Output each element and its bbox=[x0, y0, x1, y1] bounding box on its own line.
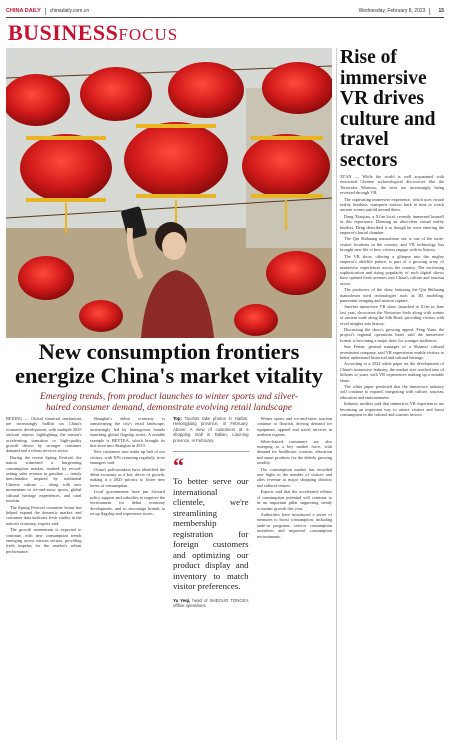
paragraph: Experts said that the accelerated release of consumption potential will continue to be an important pillar supporting steady economic growth this year. bbox=[256, 489, 332, 511]
paragraph: China's policymakers have identified the debut economy as a key driver of growth, making it a 2025 priority to foster new forms of consumption. bbox=[89, 466, 165, 488]
paragraph: The producers of the show featuring the Qin Shihuang mausoleum used technologies such as 3D modeling, panoramic imaging and motion capture. bbox=[340, 287, 444, 303]
paragraph: The consumption market has recorded new highs in the number of visitors and sales revenue at major shopping districts and cultural venues. bbox=[256, 466, 332, 488]
body-column-3 bbox=[173, 416, 249, 738]
paragraph: Local governments have put forward policy support and subsidies to improve the environment for debut economy development, and to encourage brands to set up flagship and experience stores. bbox=[89, 489, 165, 516]
paragraph: Silver-haired consumers are also emerging as a key market force, with demand for healthcare, tourism, education and smart products for the elderly growing steadily. bbox=[256, 438, 332, 466]
side-story-title: Rise of immersive VR drives culture and travel sectors bbox=[340, 48, 436, 171]
paragraph: The Qin Shihuang mausoleum site is one of the most-visited locations in the country, and VR technology has brought new life to how visitors engage with its history. bbox=[340, 236, 444, 253]
lanterns-illustration bbox=[6, 48, 332, 338]
masthead-divider bbox=[429, 8, 430, 15]
story-headline-block bbox=[6, 340, 332, 414]
page-number: 15 bbox=[438, 8, 444, 14]
top-rule bbox=[6, 17, 444, 18]
story-body bbox=[6, 416, 332, 738]
lead-photo bbox=[6, 48, 332, 338]
paragraph: Sun Fenan, general manager of a Shaanxi cultural investment company, said VR experiences enable visitors to better understand historical and cultural heritage. bbox=[340, 344, 444, 360]
body-column-1 bbox=[6, 416, 82, 738]
body-column-4 bbox=[257, 416, 333, 738]
paragraph: XI'AN — While the world is well acquainted with renowned Chinese archaeological discoveries like the Terracotta Warriors, the sites are increasingly being revisited through VR. bbox=[340, 174, 444, 196]
paragraph: Another immersive VR show, launched in Xi'an in June last year, showcases the Nestorian Stele along with scenes of ancient trade along the Silk Road, providing visitors with vivid insights into history. bbox=[340, 304, 444, 326]
caption-label: Top: bbox=[173, 416, 182, 421]
quote-mark-icon: “ bbox=[173, 453, 184, 479]
paragraph: Industry insiders said that immersive VR experiences are becoming an important way to attract visitors and boost consumption in the cultural and tourism sectors. bbox=[340, 401, 444, 418]
paragraph: Authorities have introduced a series of measures to boost consumption, including trade-in programs, service consumption incentives and improved consumption environments. bbox=[256, 511, 332, 539]
paragraph: Discussing the show's growing appeal, Feng Yuan, the project's regional operations head, said the immersive format is becoming a major draw for younger audiences. bbox=[340, 326, 444, 343]
photo-caption bbox=[173, 416, 249, 443]
pull-quote bbox=[173, 451, 249, 608]
column-divider bbox=[336, 48, 337, 740]
quote-author: Yu Yeqi, bbox=[173, 597, 191, 603]
paragraph: The growth momentum is expected to continue, with new consumption trends emerging across various sectors, providing fresh impetus for the market's robust performance. bbox=[6, 527, 82, 554]
side-story bbox=[340, 48, 444, 740]
paragraph: The white paper predicted that the immersive industry will continue to expand, integrating with culture, tourism, education and entertainment. bbox=[340, 384, 444, 400]
paragraph: New customers now make up half of our visitors, with 30% returning regularly, store managers said. bbox=[89, 449, 165, 466]
caption-text: Tourists take photos in Harbin, Heilongjiang province, in February. Above: A view of customers at a shopping mall in Dalian, Liaoning province, in February. bbox=[173, 416, 249, 443]
masthead-site[interactable]: chinadaily.com.cn bbox=[49, 8, 90, 14]
masthead bbox=[6, 5, 444, 17]
paragraph: Deng Xiaojian, a Xi'an local, recently immersed himself in this experience. Donning an ultra-clear virtual reality headset, Deng described it as though he were entering the emperor's burial chamber. bbox=[340, 213, 444, 236]
body-column-2 bbox=[90, 416, 166, 738]
issue-date: Wednesday, February 8, 2023 bbox=[358, 8, 426, 14]
pull-quote-attribution bbox=[173, 598, 249, 609]
masthead-divider bbox=[45, 8, 46, 15]
section-title-focus: FOCUS bbox=[118, 25, 179, 44]
story-deck: Emerging trends, from product launches to winter sports and silver-haired consumer demand, demonstrate evolving retail landscape bbox=[39, 392, 299, 413]
section-title-business: BUSINESS bbox=[8, 20, 119, 45]
page-title: New consumption frontiers energize China's market vitality bbox=[14, 339, 324, 388]
paragraph: The captivating immersive experience, which uses virtual reality headsets, transports visitors back in time to watch ancient scenes unfold around them. bbox=[340, 196, 444, 213]
paragraph: During the recent Spring Festival, the nation witnessed a burgeoning consumption market, marked by record-setting sales revenue in gasoline — trendy merchandise inspired by traditional Chinese culture — along with new momentum in ice-and-snow sports, global cultural heritage experiences, and rural tourism. bbox=[6, 454, 82, 504]
side-story-body bbox=[340, 174, 444, 417]
pull-quote-text: To better serve our international clientele, we're streamlining membership registration for foreign customers and optimizing our product display and inventory to match visitor preferences. bbox=[173, 476, 249, 592]
paragraph: BEIJING — Global financial institutions are increasingly bullish on China's economic development, with multiple 2025 outlook reports highlighting the nation's accelerating transition to high-quality growth driven by stronger consumer demand and a robust services sector. bbox=[6, 416, 82, 454]
paragraph: The VR show, offering a glimpse into the mighty emperor's afterlife palace, is part of a growing array of immersive experiences across the country. The increasing sophistication and rising popularity of such digital shows have opened fresh avenues into China's culture and tourism sector. bbox=[340, 253, 444, 286]
paragraph: Winter sports and ice-and-snow tourism continue to flourish, driving demand for equipment, apparel and travel services in northern regions. bbox=[256, 416, 332, 438]
masthead-logo: CHINA DAILY bbox=[6, 8, 41, 14]
paragraph: Shanghai's debut economy is transforming the city's retail landscape, increasingly led by homegrown brands launching global flagship stores. A notable example is HEYTEA, which brought its first store into Shanghai in 2019. bbox=[89, 416, 165, 449]
paragraph: According to a 2024 white paper on the development of China's immersive industry, the market size reached tens of billions of yuan, with VR experiences making up a notable share. bbox=[340, 361, 444, 383]
paragraph: The Spring Festival consumer boom has helped expand the domestic market, and consumer data indicates fresh vitality in the nation's economy, experts said. bbox=[6, 504, 82, 526]
section-header bbox=[8, 20, 178, 46]
quote-author-role: head of SHEGUO TONGS's offline operations bbox=[173, 597, 249, 608]
